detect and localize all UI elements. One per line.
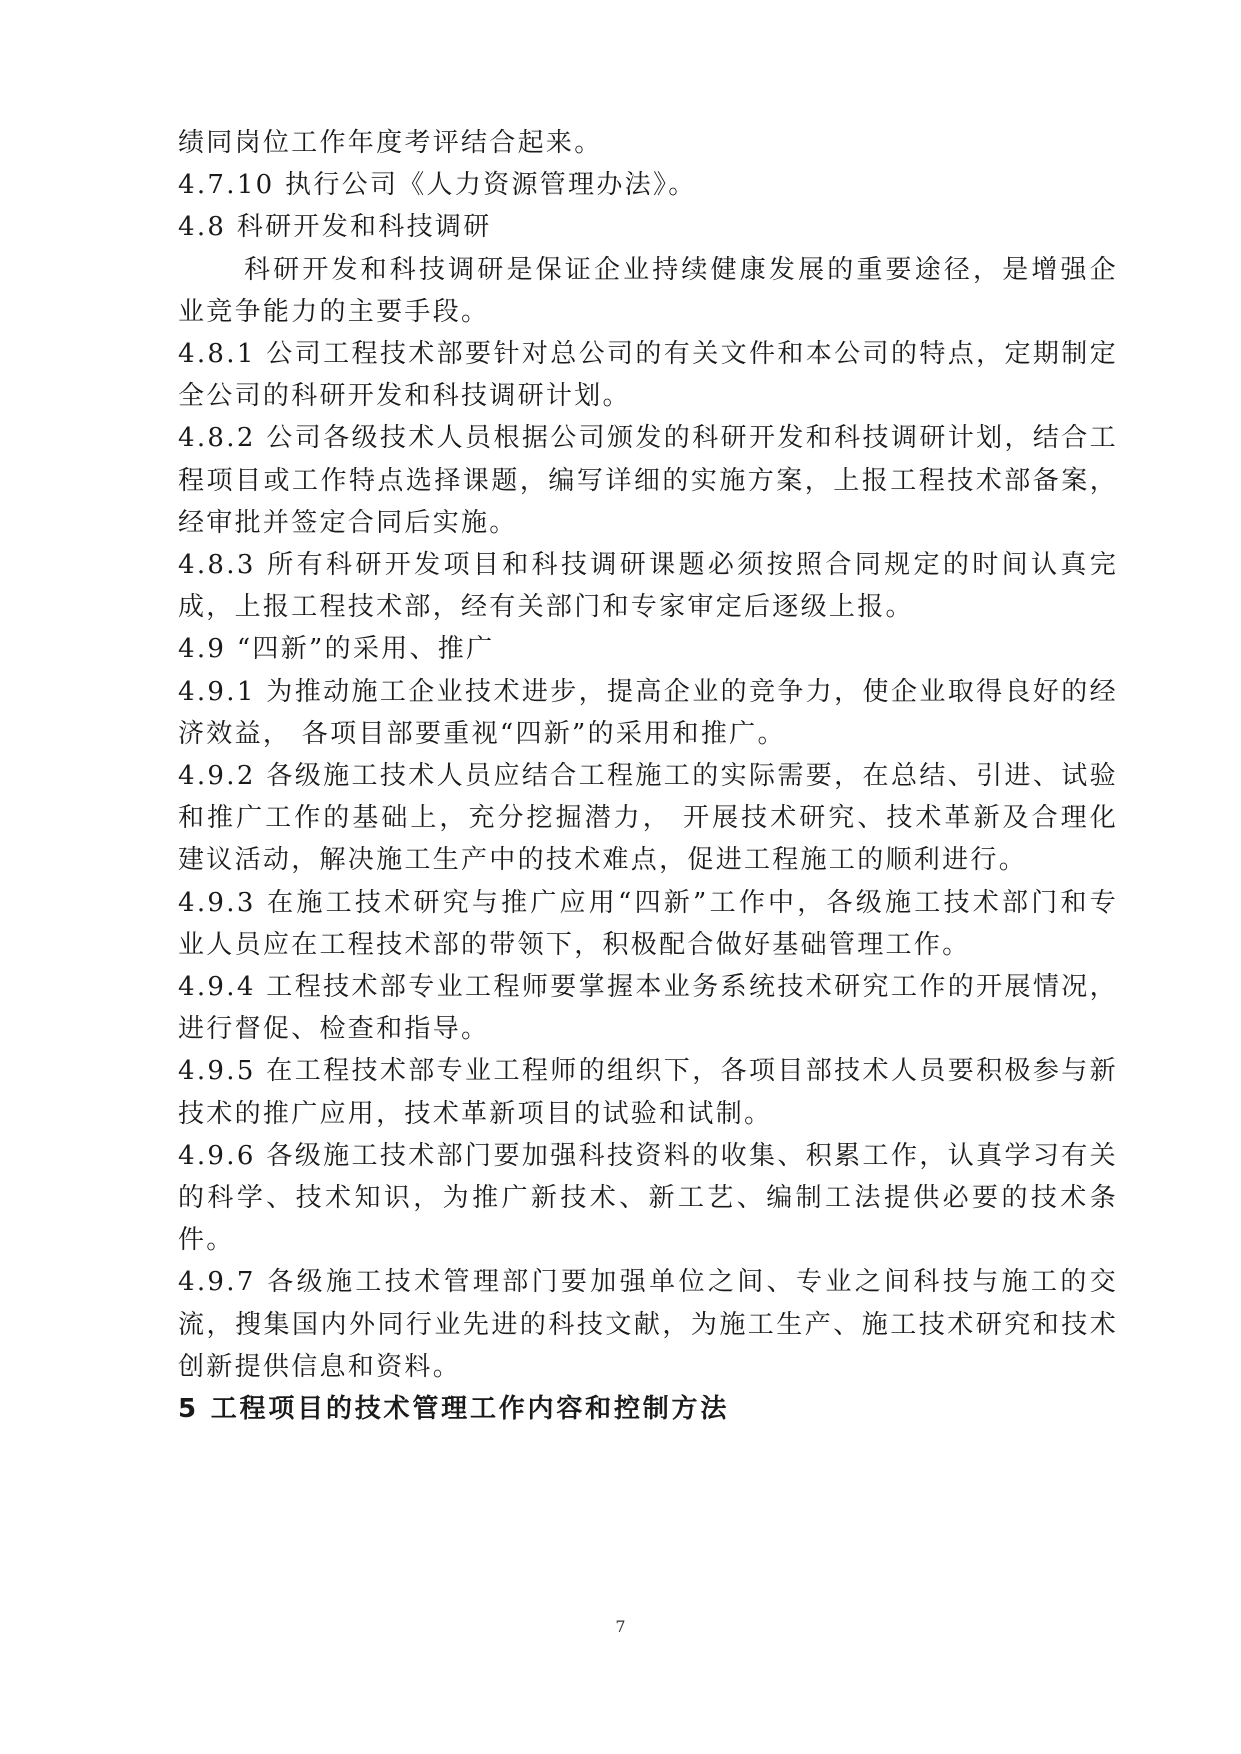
paragraph-continuation: 绩同岗位工作年度考评结合起来。 [178, 128, 603, 158]
clause-4-8-1: 4.8.1 公司工程技术部要针对总公司的有关文件和本公司的特点，定期制定全公司的科研开发和科技调研计划。 [178, 339, 1118, 412]
clause-4-8-3: 4.8.3 所有科研开发项目和科技调研课题必须按照合同规定的时间认真完成，上报工程技术部，经有关部门和专家审定后逐级上报。 [178, 550, 1118, 623]
clause-4-9-2: 4.9.2 各级施工技术人员应结合工程施工的实际需要，在总结、引进、试验和推广工作的基础上，充分挖掘潜力， 开展技术研究、技术革新及合理化建议活动，解决施工生产中的技术难点，促进工程施工的顺利进行。 [178, 761, 1118, 876]
section-heading-4-9: 4.9 “四新”的采用、推广 [178, 634, 495, 665]
clause-4-7-10: 4.7.10 执行公司《人力资源管理办法》。 [178, 170, 697, 201]
section-heading-4-8: 4.8 科研开发和科技调研 [178, 212, 492, 243]
clause-4-9-1: 4.9.1 为推动施工企业技术进步，提高企业的竞争力，使企业取得良好的经济效益， 各项目部要重视“四新”的采用和推广。 [178, 676, 1118, 749]
clause-4-9-5: 4.9.5 在工程技术部专业工程师的组织下，各项目部技术人员要积极参与新技术的推广应用，技术革新项目的试验和试制。 [178, 1056, 1118, 1129]
clause-4-9-6: 4.9.6 各级施工技术部门要加强科技资料的收集、积累工作，认真学习有关的科学、技术知识，为推广新技术、新工艺、编制工法提供必要的技术条件。 [178, 1140, 1118, 1256]
chapter-heading-5: 5 工程项目的技术管理工作内容和控制方法 [178, 1394, 730, 1425]
clause-4-9-4: 4.9.4 工程技术部专业工程师要掌握本业务系统技术研究工作的开展情况，进行督促、检查和指导。 [178, 972, 1118, 1045]
clause-4-9-3: 4.9.3 在施工技术研究与推广应用“四新”工作中，各级施工技术部门和专业人员应在工程技术部的带领下，积极配合做好基础管理工作。 [178, 887, 1118, 960]
document-body [178, 122, 1118, 1430]
page-number: 7 [615, 1617, 626, 1636]
clause-4-8-2: 4.8.2 公司各级技术人员根据公司颁发的科研开发和科技调研计划，结合工程项目或工作特点选择课题，编写详细的实施方案，上报工程技术部备案，经审批并签定合同后实施。 [178, 423, 1118, 538]
clause-4-9-7: 4.9.7 各级施工技术管理部门要加强单位之间、专业之间科技与施工的交流，搜集国内外同行业先进的科技文献，为施工生产、施工技术研究和技术创新提供信息和资料。 [178, 1267, 1118, 1382]
section-intro-4-8: 科研开发和科技调研是保证企业持续健康发展的重要途径，是增强企业竞争能力的主要手段。 [178, 254, 1118, 327]
